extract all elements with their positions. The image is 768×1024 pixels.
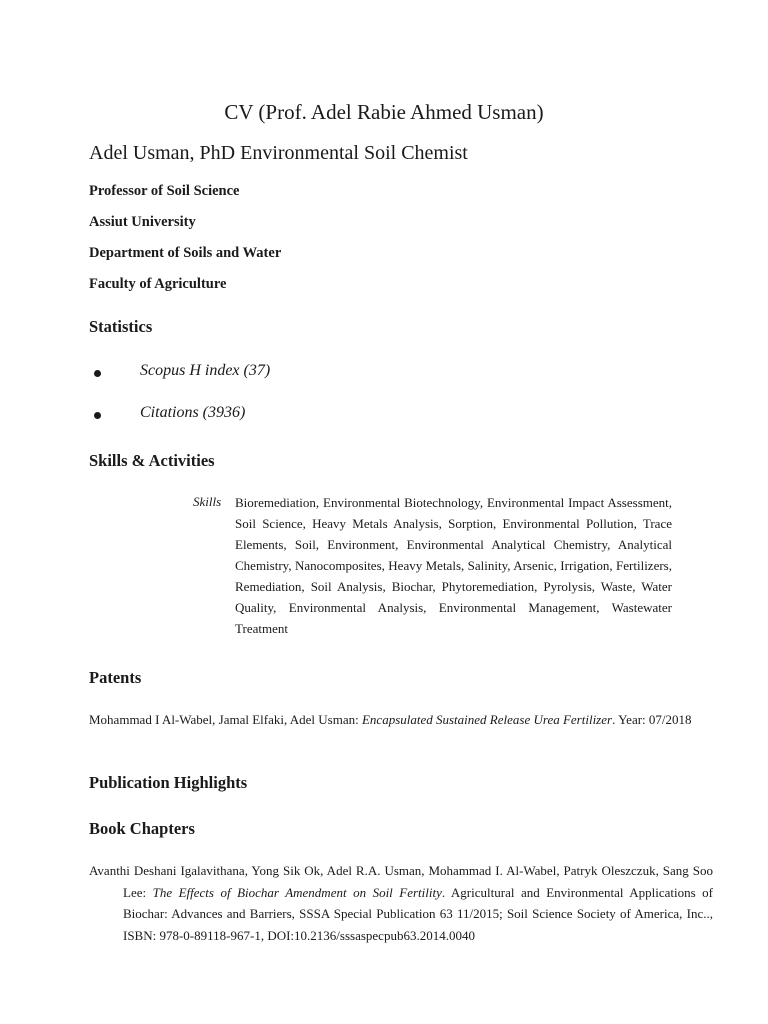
university-line: Assiut University bbox=[89, 214, 196, 230]
stat-item-citations bbox=[89, 404, 689, 428]
bullet-icon bbox=[94, 370, 101, 377]
patent-entry bbox=[89, 709, 713, 731]
stat-item-h-index bbox=[89, 362, 689, 386]
stat-text: Citations (3936) bbox=[140, 404, 246, 421]
chapter-details: . Agricultural and Environmental Applications of Biochar: Advances and Barriers, SSSA Special Publication 63 11/2015; Soil Science Society of America, Inc.., ISBN: 978-0-89118-967-1, DOI:10.2136/sssaspecpub63.2014.0040 bbox=[123, 884, 714, 943]
book-chapter-entry bbox=[89, 860, 713, 946]
chapter-authors: Avanthi Deshani Igalavithana, Yong Sik Ok, Adel R.A. Usman, Mohammad I. Al-Wabel, Patryk Oleszczuk, Sang Soo Lee: bbox=[89, 863, 713, 900]
document-subtitle: Adel Usman, PhD Environmental Soil Chemist bbox=[89, 142, 468, 164]
bullet-icon bbox=[94, 412, 101, 419]
stat-text: Scopus H index (37) bbox=[140, 362, 271, 379]
patent-title: Encapsulated Sustained Release Urea Fertilizer bbox=[361, 712, 613, 727]
position-line: Professor of Soil Science bbox=[89, 183, 240, 199]
book-chapters-heading: Book Chapters bbox=[89, 819, 195, 838]
chapter-title: The Effects of Biochar Amendment on Soil Fertility bbox=[152, 884, 442, 900]
document-title: CV (Prof. Adel Rabie Ahmed Usman) bbox=[224, 100, 544, 124]
publication-highlights-heading: Publication Highlights bbox=[89, 773, 248, 792]
patent-authors: Mohammad I Al-Wabel, Jamal Elfaki, Adel Usman: bbox=[89, 712, 362, 727]
statistics-heading: Statistics bbox=[89, 317, 153, 336]
skills-list: Bioremediation, Environmental Biotechnology, Environmental Impact Assessment, Soil Science, Heavy Metals Analysis, Sorption, Environmental Pollution, Trace Elements, Soil, Environment, Environmental Analytical Chemistry, Analytical Chemistry, Nanocomposites, Heavy Metals, Salinity, Arsenic, Irrigation, Fertilizers, Remediation, Soil Analysis, Biochar, Phytoremediation, Pyrolysis, Waste, Water Quality, Environmental Analysis, Environmental Management, Wastewater Treatment bbox=[235, 495, 672, 636]
patent-details: . Year: 07/2018 bbox=[612, 712, 692, 727]
skills-heading: Skills & Activities bbox=[89, 451, 215, 470]
patents-heading: Patents bbox=[89, 668, 142, 687]
skills-label: Skills bbox=[193, 494, 222, 509]
department-line: Department of Soils and Water bbox=[89, 245, 282, 261]
faculty-line: Faculty of Agriculture bbox=[89, 276, 227, 292]
